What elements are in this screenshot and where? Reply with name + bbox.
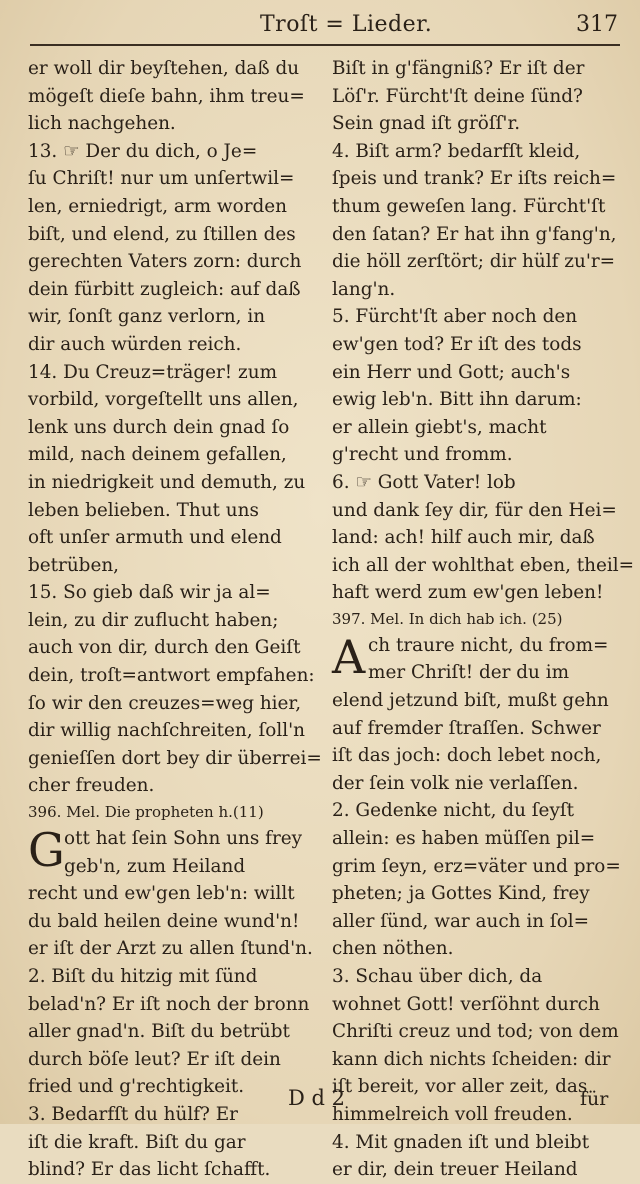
- text-line: fried und g'rechtigkeit.: [28, 1076, 245, 1098]
- text-line: elend jetzund biſt, mußt gehn: [332, 690, 609, 712]
- text-line: vorbild, vorgeſtellt uns allen,: [28, 389, 299, 411]
- text-line: Biſt in g'fängniß? Er iſt der: [332, 58, 585, 79]
- text-line: 3. Schau über dich, da: [332, 966, 543, 987]
- text-line: der ſein volk nie verlaſſen.: [332, 772, 579, 794]
- text-line: len, erniedrigt, arm worden: [28, 195, 288, 217]
- text-line: ein Herr und Gott; auch's: [332, 361, 571, 383]
- text-line: den ſatan? Er hat ihn g'fang'n,: [332, 223, 617, 245]
- text-line: 3. Bedarfſt du hülf? Er: [28, 1103, 238, 1125]
- text-line: genieſſen dort bey dir überrei=: [28, 747, 322, 769]
- text-line: 4. Mit gnaden iſt und bleibt: [332, 1131, 590, 1153]
- decorative-initial: G: [28, 823, 65, 878]
- text-line: 2. Gedenke nicht, du ſeyſt: [332, 800, 575, 822]
- text-line: biſt, und elend, zu ſtillen des: [28, 223, 296, 245]
- header-rule: [30, 44, 620, 46]
- text-line: lein, zu dir zuflucht haben;: [28, 609, 279, 631]
- text-line: er woll dir beyſtehen, daß du: [28, 58, 300, 79]
- text-line: g'recht und fromm.: [332, 444, 513, 466]
- text-line: mögeſt dieſe bahn, ihm treu=: [28, 85, 305, 107]
- running-header: [30, 8, 620, 42]
- text-line: mild, nach deinem gefallen,: [28, 444, 287, 466]
- text-line: thum geweſen lang. Fürcht'ſt: [332, 195, 606, 217]
- text-line: blind? Er das licht ſchafft.: [28, 1159, 271, 1181]
- text-line: Löſ'r. Fürcht'ſt deine ſünd?: [332, 85, 583, 107]
- text-line: 5. Fürcht'ſt aber noch den: [332, 306, 578, 328]
- text-line: betrüben,: [28, 554, 120, 576]
- text-line: aller ſünd, war auch in ſol=: [332, 910, 590, 932]
- text-line: dir willig nachſchreiten, ſoll'n: [28, 720, 305, 742]
- text-line: durch böſe leut? Er iſt dein: [28, 1048, 281, 1070]
- text-line: iſt die kraft. Biſt du gar: [28, 1131, 246, 1153]
- text-line: ſpeis und trank? Er iſts reich=: [332, 168, 617, 190]
- page-footer: [0, 1086, 640, 1116]
- text-line: Sein gnad iſt gröſſ'r.: [332, 113, 521, 135]
- page-number: 317: [576, 12, 618, 37]
- text-line: aller gnad'n. Biſt du betrübt: [28, 1021, 290, 1043]
- text-line: ew'gen tod? Er iſt des tods: [332, 333, 582, 355]
- text-line: in niedrigkeit und demuth, zu: [28, 471, 306, 493]
- text-line: himmelreich voll freuden.: [332, 1103, 573, 1125]
- text-line: lenk uns durch dein gnad ſo: [28, 416, 290, 438]
- running-title: Troſt = Lieder.: [260, 12, 433, 37]
- text-line: cher freuden.: [28, 775, 155, 797]
- text-line: wohnet Gott! verſöhnt durch: [332, 993, 600, 1015]
- text-line: oft unſer armuth und elend: [28, 527, 282, 549]
- text-line: geb'n, zum Heiland: [64, 855, 246, 877]
- catchword: für: [580, 1088, 609, 1110]
- text-line: ſo wir den creuzes=weg hier,: [28, 692, 302, 714]
- text-line: mer Chriſt! der du im: [368, 662, 570, 684]
- text-line: du bald heilen deine wund'n!: [28, 910, 300, 932]
- text-line: gerechten Vaters zorn: durch: [28, 251, 302, 273]
- hymn-heading: 397. Mel. In dich hab ich. (25): [332, 609, 563, 628]
- text-line: ſu Chriſt! nur um unſertwil=: [28, 168, 295, 190]
- text-line: iſt das joch: doch lebet noch,: [332, 745, 602, 767]
- text-line: 13. ☞ Der du dich, o Je=: [28, 140, 258, 162]
- text-line: er dir, dein treuer Heiland: [332, 1159, 578, 1181]
- text-line: grim ſeyn, erz=väter und pro=: [332, 855, 621, 877]
- right-column: [332, 55, 635, 1184]
- text-line: dein fürbitt zugleich: auf daß: [28, 278, 301, 300]
- text-line: lang'n.: [332, 278, 396, 300]
- decorative-initial: A: [332, 629, 366, 684]
- text-line: Chriſti creuz und tod; von dem: [332, 1021, 619, 1043]
- text-line: 6. ☞ Gott Vater! lob: [332, 471, 516, 493]
- hymn-heading: 396. Mel. Die propheten h.(11): [28, 803, 264, 822]
- text-line: allein: es haben müſſen pil=: [332, 828, 596, 850]
- text-line: 4. Biſt arm? bedarfſt kleid,: [332, 140, 581, 162]
- text-line: kann dich nichts ſcheiden: dir: [332, 1048, 611, 1070]
- left-column: [28, 55, 322, 1184]
- text-line: ch traure nicht, du from=: [368, 634, 609, 656]
- text-line: 2. Biſt du hitzig mit ſünd: [28, 966, 258, 987]
- text-line: recht und ew'gen leb'n: willt: [28, 883, 295, 905]
- text-line: die höll zerſtört; dir hülf zu'r=: [332, 251, 616, 273]
- text-line: auch von dir, durch den Geiſt: [28, 637, 301, 659]
- text-line: pheten; ja Gottes Kind, frey: [332, 883, 590, 905]
- text-line: ewig leb'n. Bitt ihn darum:: [332, 389, 582, 411]
- text-line: 15. So gieb daß wir ja al=: [28, 582, 271, 604]
- text-line: haft werd zum ew'gen leben!: [332, 582, 604, 604]
- text-line: ott hat ſein Sohn uns frey: [64, 828, 303, 850]
- text-line: chen nöthen.: [332, 938, 454, 960]
- text-line: er allein giebt's, macht: [332, 416, 547, 438]
- signature-mark: D d 2: [288, 1086, 345, 1110]
- text-line: leben belieben. Thut uns: [28, 499, 259, 521]
- text-line: 14. Du Creuz=träger! zum: [28, 361, 278, 383]
- text-line: wir, ſonſt ganz verlorn, in: [28, 306, 266, 328]
- text-line: dir auch würden reich.: [28, 333, 242, 355]
- text-line: lich nachgehen.: [28, 113, 176, 135]
- text-line: iſt bereit, vor aller zeit, das: [332, 1076, 588, 1098]
- text-line: dein, troſt=antwort empfahen:: [28, 665, 315, 687]
- text-line: belad'n? Er iſt noch der bronn: [28, 993, 310, 1015]
- text-line: er iſt der Arzt zu allen ſtund'n.: [28, 938, 313, 960]
- text-line: land: ach! hilf auch mir, daß: [332, 527, 595, 549]
- text-line: und dank ſey dir, für den Hei=: [332, 499, 617, 521]
- text-line: ich all der wohlthat eben, theil=: [332, 554, 635, 576]
- text-line: auf fremder ſtraſſen. Schwer: [332, 717, 601, 739]
